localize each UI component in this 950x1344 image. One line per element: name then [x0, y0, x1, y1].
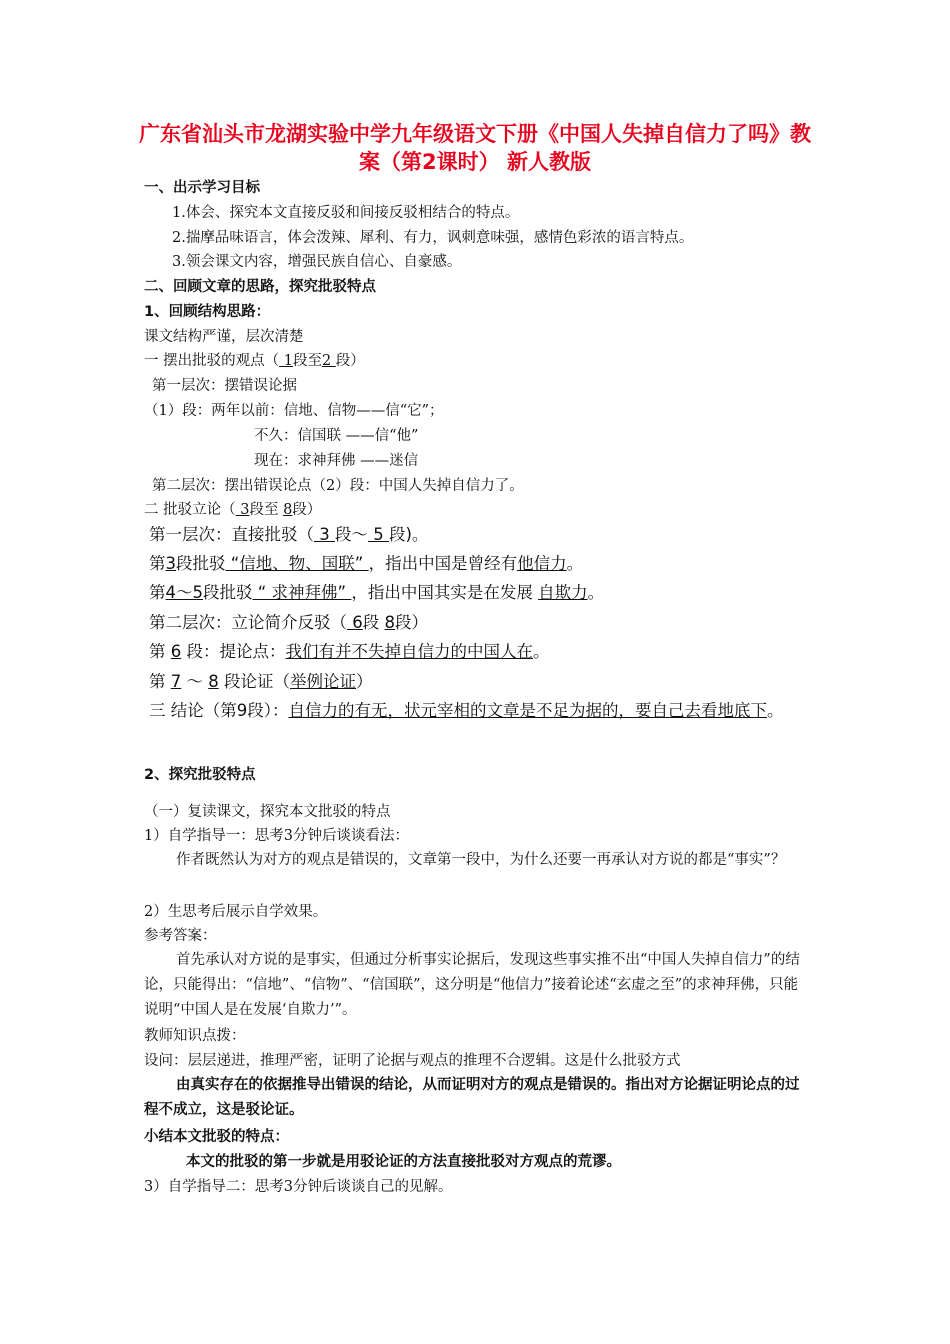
handwritten-line-3 — [149, 582, 604, 604]
hw2-answer: 他信力 — [517, 554, 567, 573]
student-step: 2）生思考后展示自学效果。 — [144, 904, 328, 920]
hw6-end: 8 — [208, 672, 219, 691]
part-two-label: 二 批驳立论（ — [144, 502, 236, 518]
layer-one: 第一层次：摆错误论据 — [152, 378, 297, 394]
hw2-c: ，指出中国是曾经有 — [368, 554, 518, 573]
hw4-end: 8 — [384, 613, 395, 632]
part-one-to: 段至 — [292, 353, 322, 369]
part-one-close: 段） — [335, 353, 365, 369]
hw5-num: 6 — [170, 642, 182, 661]
handwritten-line-1 — [149, 524, 428, 546]
hw1-label: 第一层次：直接批驳（ — [149, 525, 314, 544]
answer-label: 参考答案： — [144, 928, 217, 944]
teacher-explanation: 由真实存在的依据推导出错误的结论，从而证明对方的观点是错误的。指出对方论据证明论点的过程不成立，这是驳论证。 — [144, 1077, 800, 1118]
handwritten-line-5 — [149, 641, 550, 663]
hw2-b: 段批驳 — [176, 554, 226, 573]
part-two-end: 8 — [283, 502, 293, 518]
hw1-start: 3 — [314, 525, 335, 544]
hw3-a: 第 — [149, 583, 166, 602]
part-two-start: 3 — [235, 502, 250, 518]
hw4-to: 段 — [362, 613, 385, 632]
guide-one: 1）自学指导一：思考3分钟后谈谈看法： — [144, 828, 409, 844]
part-two-close: 段） — [292, 502, 322, 518]
layer-two: 第二层次：摆出错误论点（2）段：中国人失掉自信力了。 — [152, 478, 524, 494]
hw2-a: 第 — [149, 554, 166, 573]
handwritten-line-2 — [149, 553, 583, 575]
subheading-structure: 1、回顾结构思路： — [144, 304, 271, 320]
hw3-d: 。 — [587, 583, 605, 602]
section-heading-review: 二、回顾文章的思路，探究批驳特点 — [144, 279, 376, 295]
guide-two: 3）自学指导二：思考3分钟后谈谈自己的见解。 — [144, 1179, 453, 1195]
handwritten-line-6 — [149, 671, 373, 693]
hw6-to: ～ — [181, 672, 209, 691]
teacher-tip-label: 教师知识点拨： — [144, 1028, 246, 1044]
hw6-d: ） — [356, 672, 373, 691]
hw6-start: 7 — [170, 672, 182, 691]
hw5-c: 。 — [533, 642, 550, 661]
hw3-target: “ 求神拜佛” — [252, 583, 352, 602]
hw4-label: 第二层次：立论简介反驳（ — [149, 613, 347, 632]
summary-label: 小结本文批驳的特点： — [144, 1129, 289, 1145]
teacher-question: 设问：层层递进，推理严密，证明了论据与观点的推理不合逻辑。这是什么批驳方式 — [144, 1053, 681, 1069]
objective-item-3: 3.领会课文内容，增强民族自信心、自豪感。 — [172, 254, 462, 270]
hw7-conclusion: 自信力的有无，状元宰相的文章是不足为据的，要自己去看地底下 — [288, 701, 767, 720]
hw3-c: ，指出中国其实是在发展 — [351, 583, 539, 602]
handwritten-line-7 — [149, 700, 784, 722]
hw5-a: 第 — [149, 642, 171, 661]
hw1-to: 段～ — [335, 525, 368, 544]
part-one-start: 1 — [279, 353, 293, 369]
reason-line-3: 现在：求神拜佛 ——迷信 — [254, 453, 419, 469]
subheading-features: 2、探究批驳特点 — [144, 767, 256, 783]
part-one-end: 2 — [321, 353, 336, 369]
hw1-close: 段)。 — [389, 525, 429, 544]
reason-line-2: 不久：信国联 ——信“他” — [254, 428, 419, 444]
hw3-b: 段批驳 — [203, 583, 253, 602]
structure-intro: 课文结构严谨，层次清楚 — [144, 329, 304, 345]
part-two-to: 段至 — [249, 502, 284, 518]
summary-text: 本文的批驳的第一步就是用驳论证的方法直接批驳对方观点的荒谬。 — [186, 1154, 621, 1170]
answer-paragraph: 首先承认对方说的是事实，但通过分析事实论据后，发现这些事实推不出“中国人失掉自信力”的结论，只能得出：“信地”、“信物”、“信国联”，这分明是“他信力”接着论述“玄虚之至”的求神拜佛，只能说明“中国人是在发展‘自欺力’”。 — [144, 952, 800, 1018]
hw5-b: 段：提论点： — [181, 642, 286, 661]
hw4-close: 段） — [395, 613, 428, 632]
document-title: 广东省汕头市龙湖实验中学九年级语文下册《中国人失掉自信力了吗》教案（第2课时） 新人教版 — [139, 122, 811, 174]
hw7-end: 。 — [767, 701, 784, 720]
hw2-target: “信地、物、国联” — [225, 554, 369, 573]
hw7-label: 三 结论（第9段）： — [149, 701, 289, 720]
handwritten-line-4 — [149, 612, 428, 634]
hw1-end: 5 — [368, 525, 389, 544]
reason-line-1: （1）段：两年以前：信地、信物——信“它”； — [144, 403, 444, 419]
hw4-start: 6 — [347, 613, 363, 632]
part-one-label: 一 摆出批驳的观点（ — [144, 353, 280, 369]
part-two-line — [144, 500, 321, 520]
question-intro: （一）复读课文，探究本文批驳的特点 — [144, 804, 391, 820]
hw2-num: 3 — [165, 554, 176, 573]
hw2-d: 。 — [566, 554, 584, 573]
hw6-method: 举例论证 — [290, 672, 356, 691]
hw3-answer: 自欺力 — [538, 583, 588, 602]
question-paragraph: 作者既然认为对方的观点是错误的，文章第一段中，为什么还要一再承认对方说的都是“事实”？ — [176, 852, 786, 868]
hw6-c: 段论证（ — [218, 672, 290, 691]
section-heading-objectives: 一、出示学习目标 — [144, 180, 260, 196]
hw3-num: 4～5 — [165, 583, 203, 602]
part-one-line — [144, 351, 365, 371]
hw6-a: 第 — [149, 672, 171, 691]
objective-item-1: 1.体会、探究本文直接反驳和间接反驳相结合的特点。 — [172, 205, 520, 221]
hw5-thesis: 我们有并不失掉自信力的中国人在 — [285, 642, 533, 661]
objective-item-2: 2.揣摩品味语言，体会泼辣、犀利、有力，讽刺意味强，感情色彩浓的语言特点。 — [172, 230, 694, 246]
